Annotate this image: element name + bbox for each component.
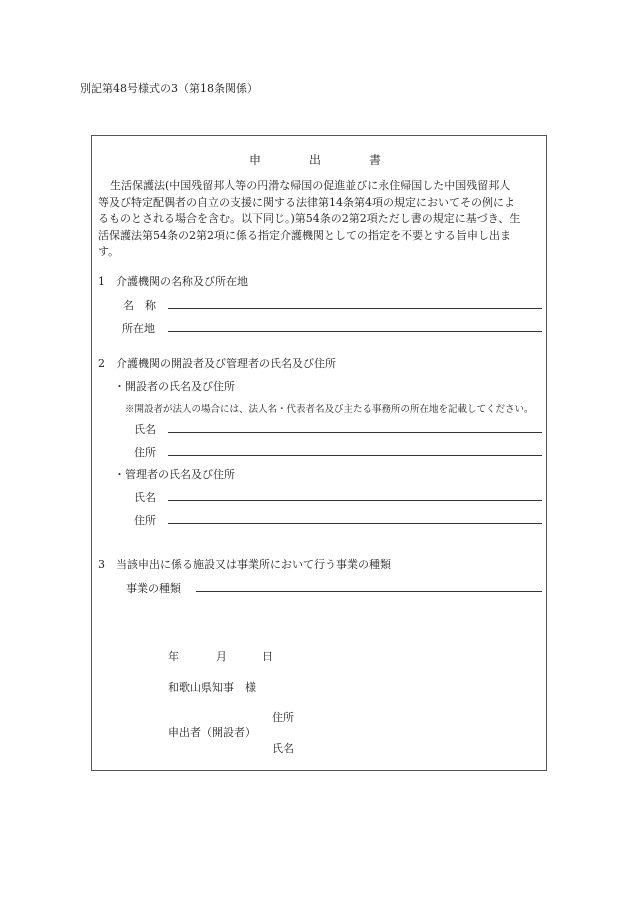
founder-name-field[interactable] [168, 432, 542, 433]
manager-heading: ・管理者の氏名及び住所 [114, 468, 235, 481]
manager-name-label: 氏名 [134, 491, 156, 504]
section2-heading: 2 介護機関の開設者及び管理者の氏名及び住所 [98, 357, 336, 370]
form-title: 申 出 書 [248, 153, 399, 167]
applicant-label: 申出者（開設者） [168, 726, 256, 739]
founder-heading: ・開設者の氏名及び住所 [114, 380, 235, 393]
intro-paragraph [98, 178, 544, 261]
intro-line: す。 [98, 245, 120, 258]
intro-line: るものとされる場合を含む。以下同じ。)第54条の2第2項ただし書の規定に基づき、生 [98, 212, 521, 225]
date-month-label: 月 [216, 650, 227, 663]
facility-name-field[interactable] [168, 308, 542, 309]
applicant-address-label: 住所 [272, 711, 294, 724]
facility-address-field[interactable] [168, 331, 542, 332]
founder-address-field[interactable] [168, 455, 542, 456]
manager-address-field[interactable] [168, 523, 542, 524]
facility-name-label: 名 称 [123, 299, 156, 312]
section1-heading: 1 介護機関の名称及び所在地 [98, 275, 248, 288]
corporate-note: ※開設者が法人の場合には、法人名・代表者名及び主たる事務所の所在地を記載してください。 [125, 404, 534, 415]
manager-name-field[interactable] [168, 500, 542, 501]
form-reference: 別記第48号様式の3（第18条関係） [80, 82, 258, 95]
intro-line: 生活保護法(中国残留邦人等の円滑な帰国の促進並びに永住帰国した中国残留邦人 [110, 179, 511, 192]
business-type-field[interactable] [196, 591, 542, 592]
intro-line: 活保護法第54条の2第2項に係る指定介護機関としての指定を不要とする旨申し出ま [98, 228, 511, 242]
manager-address-label: 住所 [134, 514, 156, 527]
founder-address-label: 住所 [134, 446, 156, 459]
facility-address-label: 所在地 [122, 322, 155, 335]
date-year-label: 年 [168, 650, 179, 663]
intro-line: 等及び特定配偶者の自立の支援に関する法律第14条第4項の規定においてその例によ [98, 195, 515, 209]
applicant-name-label: 氏名 [272, 742, 294, 755]
founder-name-label: 氏名 [134, 423, 156, 436]
section3-heading: 3 当該申出に係る施設又は事業所において行う事業の種類 [98, 558, 391, 571]
business-type-label: 事業の種類 [126, 582, 181, 595]
date-day-label: 日 [262, 650, 273, 663]
addressee: 和歌山県知事 様 [168, 681, 256, 694]
